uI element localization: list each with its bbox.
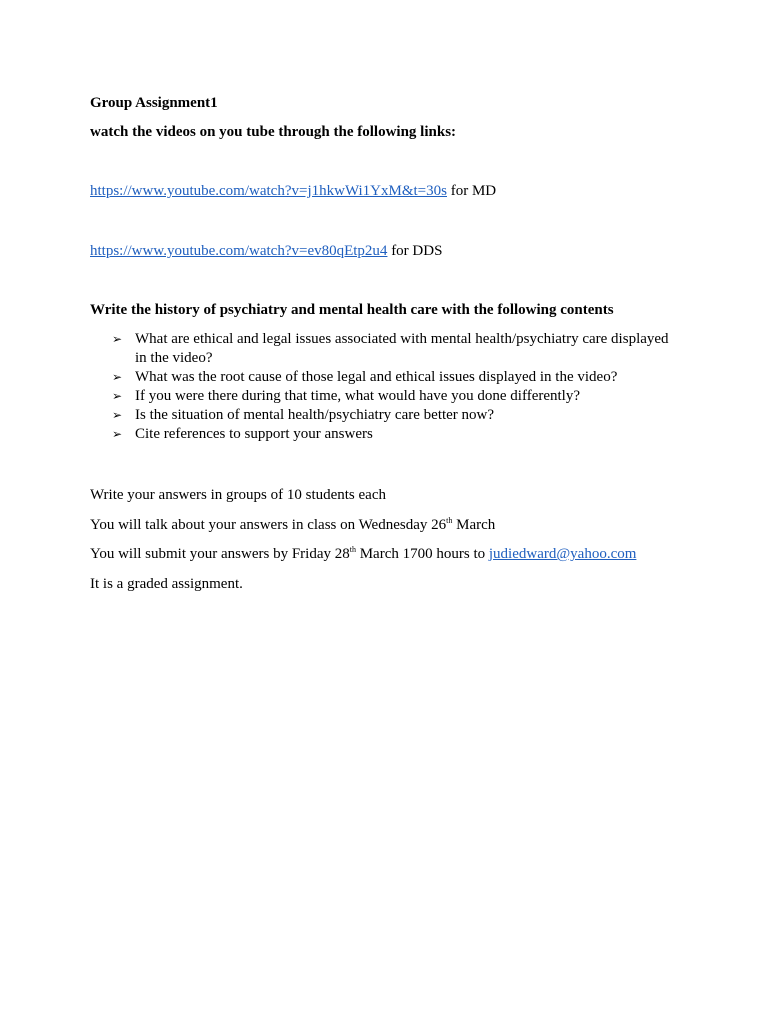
arrow-bullet-icon: ➢ [112, 408, 123, 422]
talk-date-suffix: th [446, 516, 453, 525]
submit-date-suffix: th [349, 545, 356, 554]
submit-text: You will submit your answers by Friday 28 [90, 546, 350, 562]
question-text: Cite references to support your answers [135, 426, 373, 442]
video-link-dds[interactable]: https://www.youtube.com/watch?v=ev80qEtp2u4 [90, 243, 388, 259]
arrow-bullet-icon: ➢ [112, 332, 123, 346]
intro-text: watch the videos on you tube through the following links: [90, 124, 457, 140]
list-item [112, 368, 682, 387]
history-heading: Write the history of psychiatry and mental health care with the following contents [90, 302, 614, 318]
arrow-bullet-icon: ➢ [112, 427, 123, 441]
talk-text: You will talk about your answers in class on Wednesday 26 [90, 517, 447, 533]
arrow-bullet-icon: ➢ [112, 389, 123, 403]
arrow-bullet-icon: ➢ [112, 370, 123, 384]
question-text: If you were there during that time, what would have you done differently? [135, 388, 580, 404]
question-list [112, 330, 682, 444]
question-text: Is the situation of mental health/psychiatry care better now? [135, 407, 495, 423]
submit-time-text: March 1700 hours to [355, 546, 489, 562]
video-link-md-row [90, 182, 496, 200]
video-link-md-suffix: for MD [446, 183, 497, 199]
talk-instruction [90, 516, 495, 534]
assignment-title: Group Assignment1 [90, 95, 218, 111]
list-item [112, 425, 682, 444]
submit-instruction [90, 545, 636, 563]
question-text: What are ethical and legal issues associated with mental health/psychiatry care displayed in the video? [135, 331, 669, 366]
list-item [112, 330, 682, 368]
email-link[interactable]: judiedward@yahoo.com [488, 546, 637, 562]
video-link-md[interactable]: https://www.youtube.com/watch?v=j1hkwWi1YxM&t=30s [90, 183, 447, 199]
video-link-dds-row [90, 242, 442, 260]
list-item [112, 387, 682, 406]
graded-note: It is a graded assignment. [90, 576, 243, 592]
talk-month: March [452, 517, 496, 533]
list-item [112, 406, 682, 425]
groups-instruction: Write your answers in groups of 10 students each [90, 487, 386, 503]
question-text: What was the root cause of those legal and ethical issues displayed in the video? [135, 369, 618, 385]
video-link-dds-suffix: for DDS [387, 243, 443, 259]
